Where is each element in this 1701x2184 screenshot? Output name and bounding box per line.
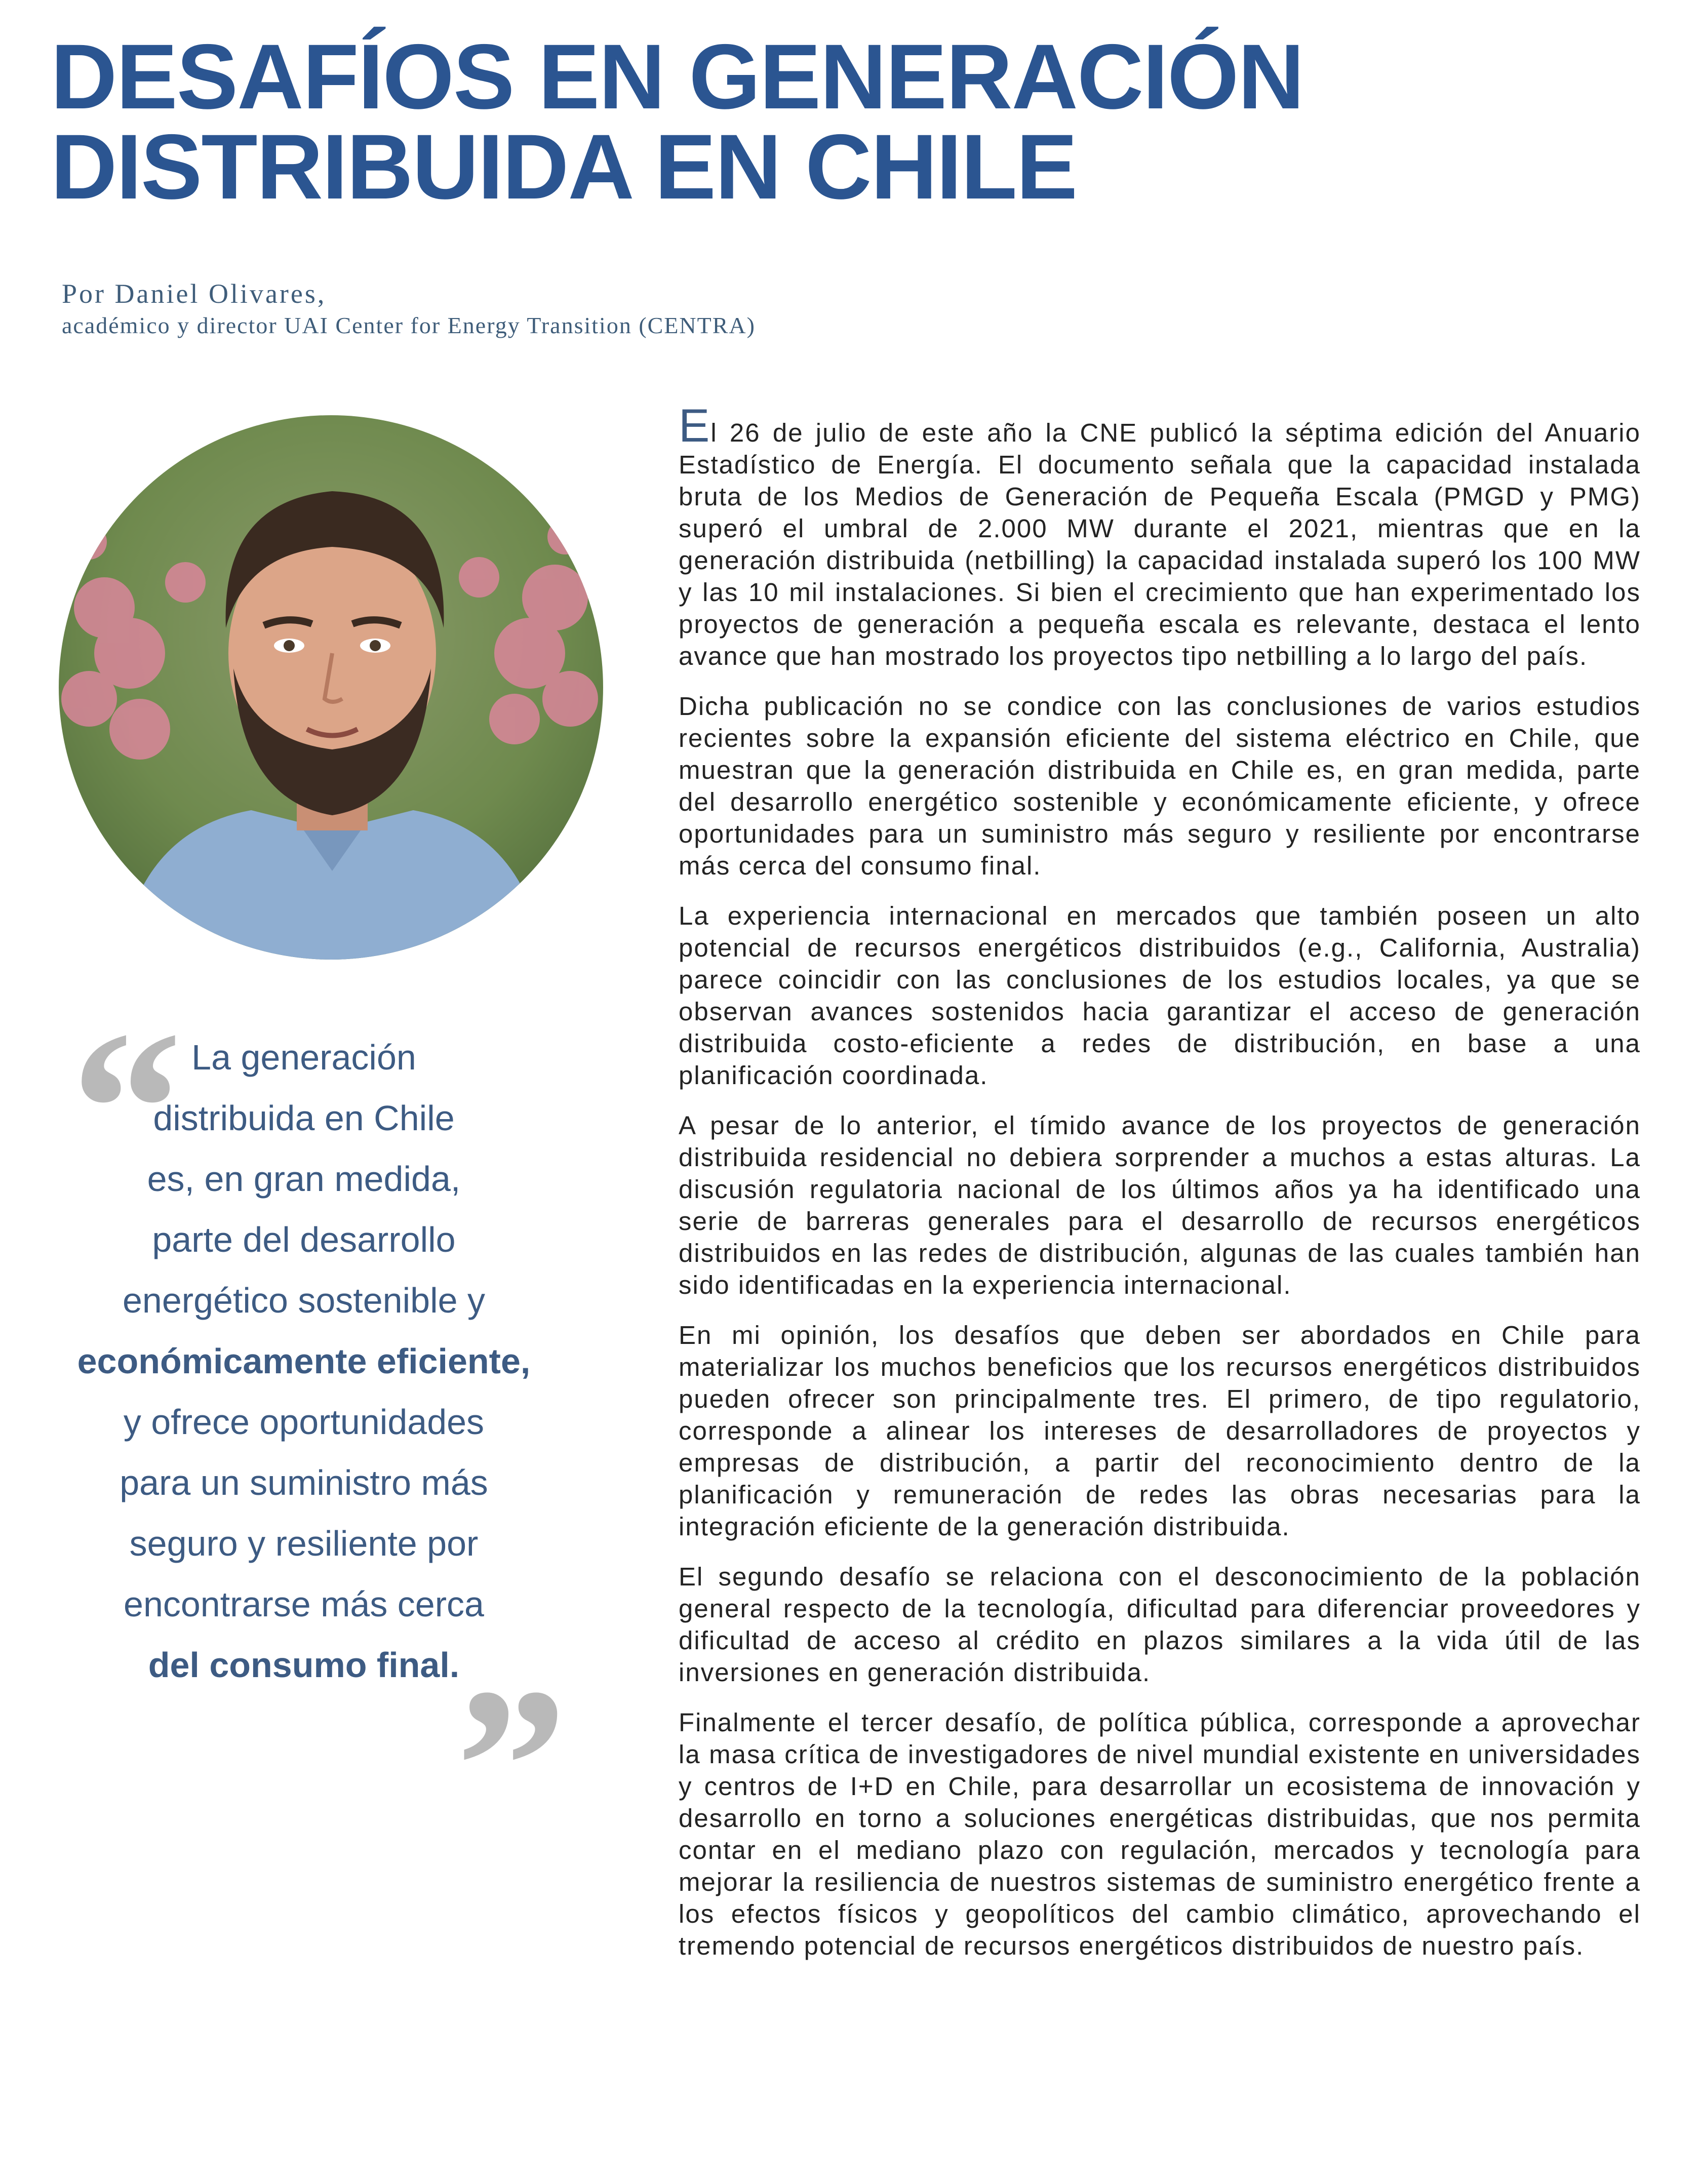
pull-quote-line: parte del desarrollo (152, 1220, 456, 1259)
byline (62, 277, 756, 341)
author-role: académico y director UAI Center for Energy Transition (CENTRA) (62, 312, 756, 338)
pull-quote-line: es, en gran medida, (147, 1159, 461, 1199)
closing-quote-mark: ” (456, 1643, 567, 1889)
pull-quote-line: y ofrece oportunidades (123, 1402, 485, 1442)
article-paragraph: Finalmente el tercer desafío, de política pública, corresponde a aprovechar la masa crítica de investigadores de nivel mundial existente en universidades y centros de I+D en Chile, para desarrollar un ecosistema de innovación y desarrollo en torno a soluciones energéticas distribuidas, que nos permita contar en el mediano plazo con regulación, mercados y tecnología para mejorar la resiliencia de nuestros sistemas de suministro energético frente a los efectos físicos y geopolíticos del cambio climático, aprovechando el tremendo potencial de recursos energéticos distribuidos de nuestro país. (679, 1708, 1641, 1960)
title-line-1: DESAFÍOS EN GENERACIÓN (51, 25, 1303, 128)
article-paragraph: La experiencia internacional en mercados que también poseen un alto potencial de recursos energéticos distribuidos (e.g., California, Australia) parece coincidir con las conclusiones de los estudios locales, ya que se observan avances sostenidos hacia garantizar el acceso de generación distribuida costo-eficiente a redes de distribución, en base a una planificación coordinada. (679, 901, 1641, 1090)
article-title (51, 25, 1620, 218)
pull-quote-line: energético sostenible y (123, 1281, 485, 1320)
pull-quote-line: distribuida en Chile (153, 1098, 455, 1138)
article-paragraph: El segundo desafío se relaciona con el desconocimiento de la población general respecto de la tecnología, dificultad para diferenciar proveedores y dificultad de acceso al crédito en plazos similares a la vida útil de las inversiones en generación distribuida. (679, 1562, 1641, 1687)
pull-quote-line: para un suministro más (120, 1463, 488, 1502)
article-body (679, 400, 1641, 1980)
pull-quote-line: del consumo final. (148, 1645, 460, 1685)
pull-quote-line: encontrarse más cerca (124, 1584, 484, 1624)
pull-quote-line: La generación (191, 1038, 416, 1077)
opening-quote-mark: “ (71, 985, 182, 1232)
article-paragraph: Dicha publicación no se condice con las conclusiones de varios estudios recientes sobre la expansión eficiente del sistema eléctrico en Chile, que muestran que la generación distribuida en Chile es, en gran medida, parte del desarrollo energético sostenible y económicamente eficiente, y ofrece oportunidades para un suministro más seguro y resiliente por encontrarse más cerca del consumo final. (679, 692, 1641, 880)
article-paragraph: A pesar de lo anterior, el tímido avance de los proyectos de generación distribuida residencial no debiera sorprender a muchos a estas alturas. La discusión regulatoria nacional de los últimos años ya ha identificado una serie de barreras generales para el desarrollo de recursos energéticos distribuidos en las redes de distribución, algunas de las cuales también han sido identificadas en la experiencia internacional. (679, 1111, 1641, 1299)
pull-quote-line: seguro y resiliente por (129, 1524, 479, 1563)
pull-quote-line: económicamente eficiente, (77, 1341, 531, 1381)
article-paragraph: En mi opinión, los desafíos que deben ser abordados en Chile para materializar los muchos beneficios que los recursos energéticos distribuidos pueden ofrecer son principalmente tres. El primero, de tipo regulatorio, corresponde a alinear los intereses de desarrolladores de proyectos y empresas de distribución, a partir del reconocimiento dentro de la planificación y remuneración de redes las obras necesarias para la integración eficiente de la generación distribuida. (679, 1321, 1641, 1541)
author-portrait-image (59, 415, 603, 960)
article-paragraph: El 26 de julio de este año la CNE publicó la séptima edición del Anuario Estadístico de Energía. El documento señala que la capacidad instalada bruta de los Medios de Generación de Pequeña Escala (PMGD y PMG) superó el umbral de 2.000 MW durante el 2021, mientras que en la generación distribuida (netbilling) la capacidad instalada superó los 100 MW y las 10 mil instalaciones. Si bien el crecimiento que han experimentado los proyectos de generación a pequeña escala es relevante, destaca el lento avance que han mostrado los proyectos tipo netbilling a lo largo del país. (679, 400, 1641, 670)
author-name: Por Daniel Olivares, (62, 279, 327, 309)
pull-quote (51, 1027, 557, 1695)
title-line-2: DISTRIBUIDA EN CHILE (51, 115, 1077, 218)
author-photo (59, 415, 603, 960)
